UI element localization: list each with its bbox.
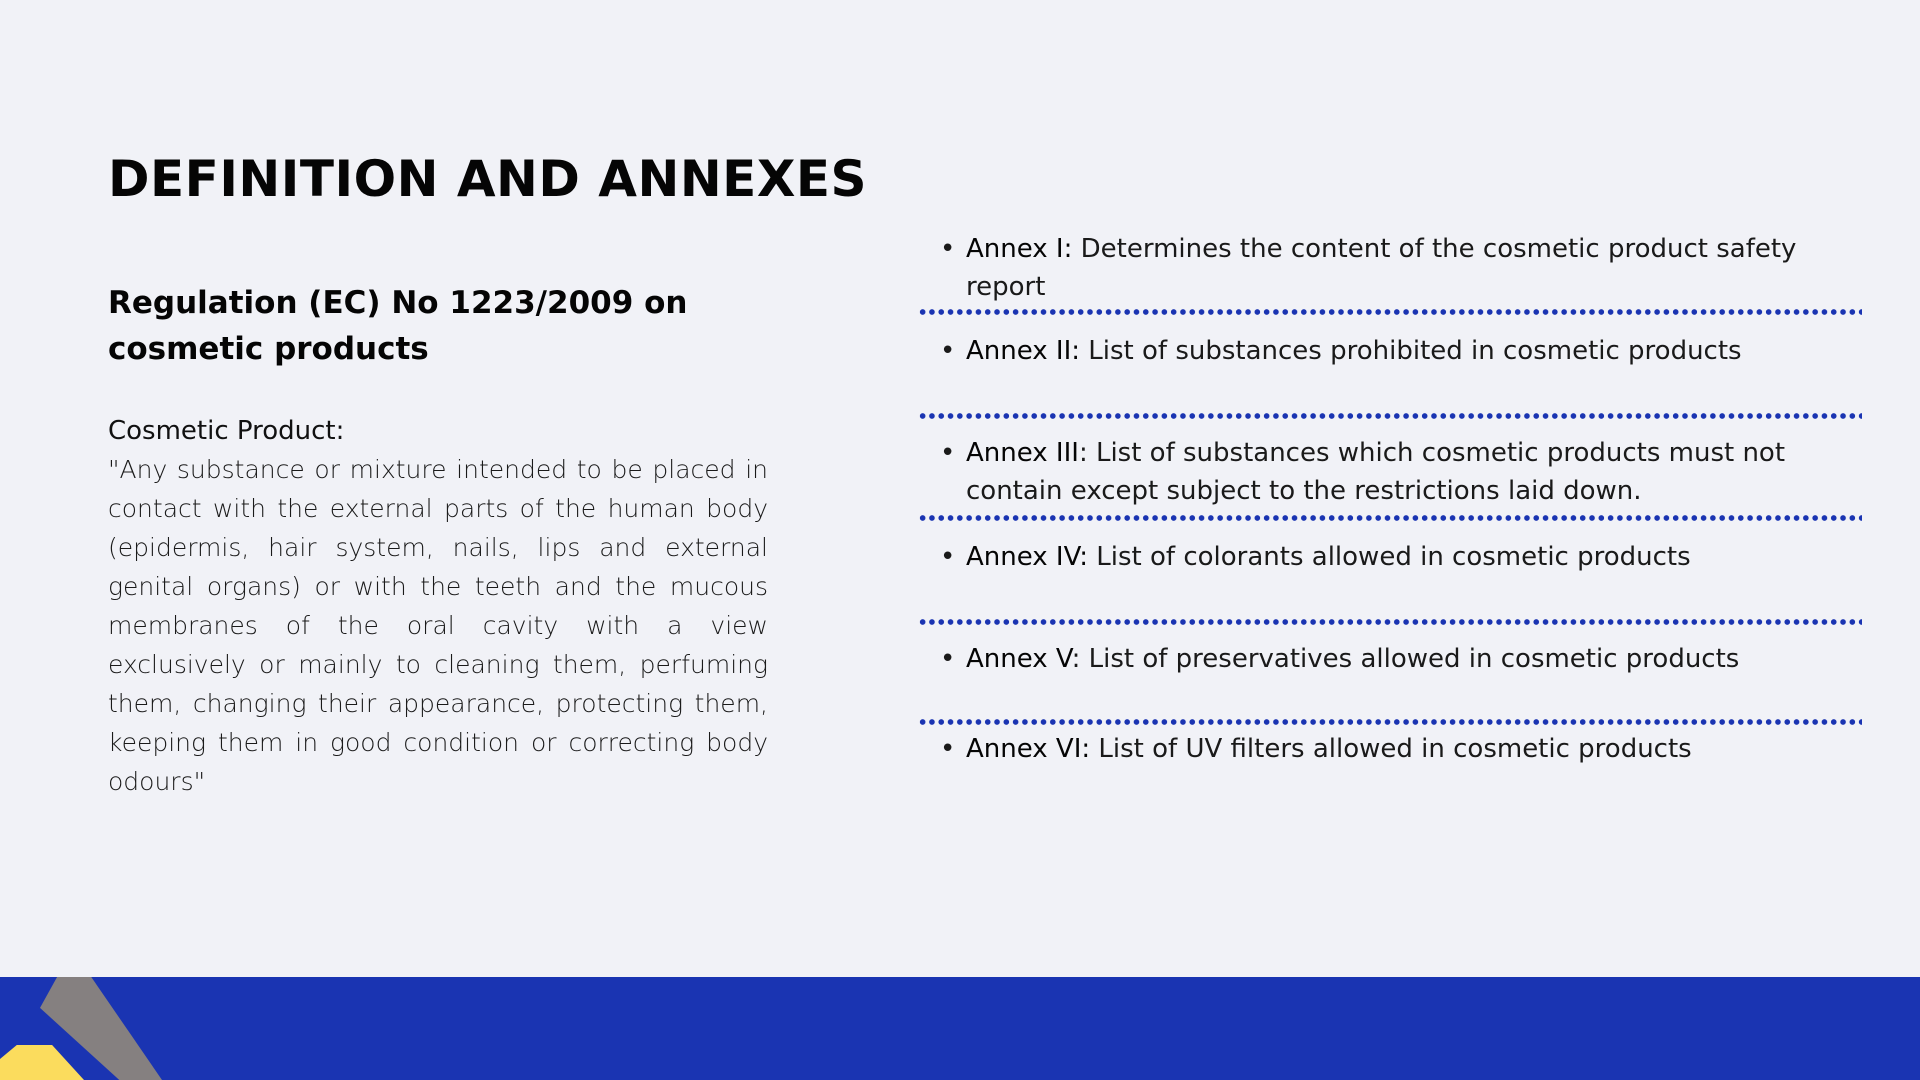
annex-name: Annex III [966, 438, 1079, 468]
annex-description: List of UV filters allowed in cosmetic products [1090, 734, 1692, 764]
annex-name: Annex V [966, 644, 1072, 674]
annex-list [918, 226, 1862, 786]
bullet-icon: • [940, 438, 956, 468]
annex-description: List of substances prohibited in cosmetic products [1080, 336, 1742, 366]
slide-subtitle: Regulation (EC) No 1223/2009 on cosmetic products [108, 285, 688, 367]
annex-name: Annex VI: [966, 734, 1091, 764]
bullet-icon: • [940, 234, 956, 264]
annex-item-6 [918, 726, 1862, 786]
annex-name: Annex II: [966, 336, 1081, 366]
annex-item-3 [918, 420, 1862, 514]
dotted-divider [918, 412, 1862, 420]
bullet-icon: • [940, 542, 956, 572]
annex-item-1 [918, 226, 1862, 308]
annex-description: : List of preservatives allowed in cosmetic products [1071, 644, 1740, 674]
annex-item-4 [918, 522, 1862, 618]
slide-title: DEFINITION AND ANNEXES [108, 150, 868, 208]
dotted-divider [918, 514, 1862, 522]
bullet-icon: • [940, 336, 956, 366]
annex-description: Determines the content of the cosmetic product safety report [966, 234, 1797, 302]
annex-description: : List of substances which cosmetic products must not contain except subject to the restrictions laid down. [966, 438, 1786, 506]
annex-description: List of colorants allowed in cosmetic products [1088, 542, 1691, 572]
bullet-icon: • [940, 644, 956, 674]
annex-item-2 [918, 316, 1862, 412]
dotted-divider [918, 718, 1862, 726]
definition-text: "Any substance or mixture intended to be placed in contact with the external parts of the human body (epidermis, hair system, nails, lips and external genital organs) or with the teeth and the mucous membranes of the oral cavity with a view exclusively or mainly to cleaning them, perfuming them, changing their appearance, protecting them, keeping them in good condition or correcting body odours" [108, 455, 768, 796]
bullet-icon: • [940, 734, 956, 764]
dotted-divider [918, 618, 1862, 626]
annex-name: Annex I: [966, 234, 1073, 264]
dotted-divider [918, 308, 1862, 316]
footer-bar [0, 977, 1920, 1080]
annex-item-5 [918, 626, 1862, 718]
annex-name: Annex IV: [966, 542, 1089, 572]
definition-label: Cosmetic Product: [108, 416, 345, 446]
